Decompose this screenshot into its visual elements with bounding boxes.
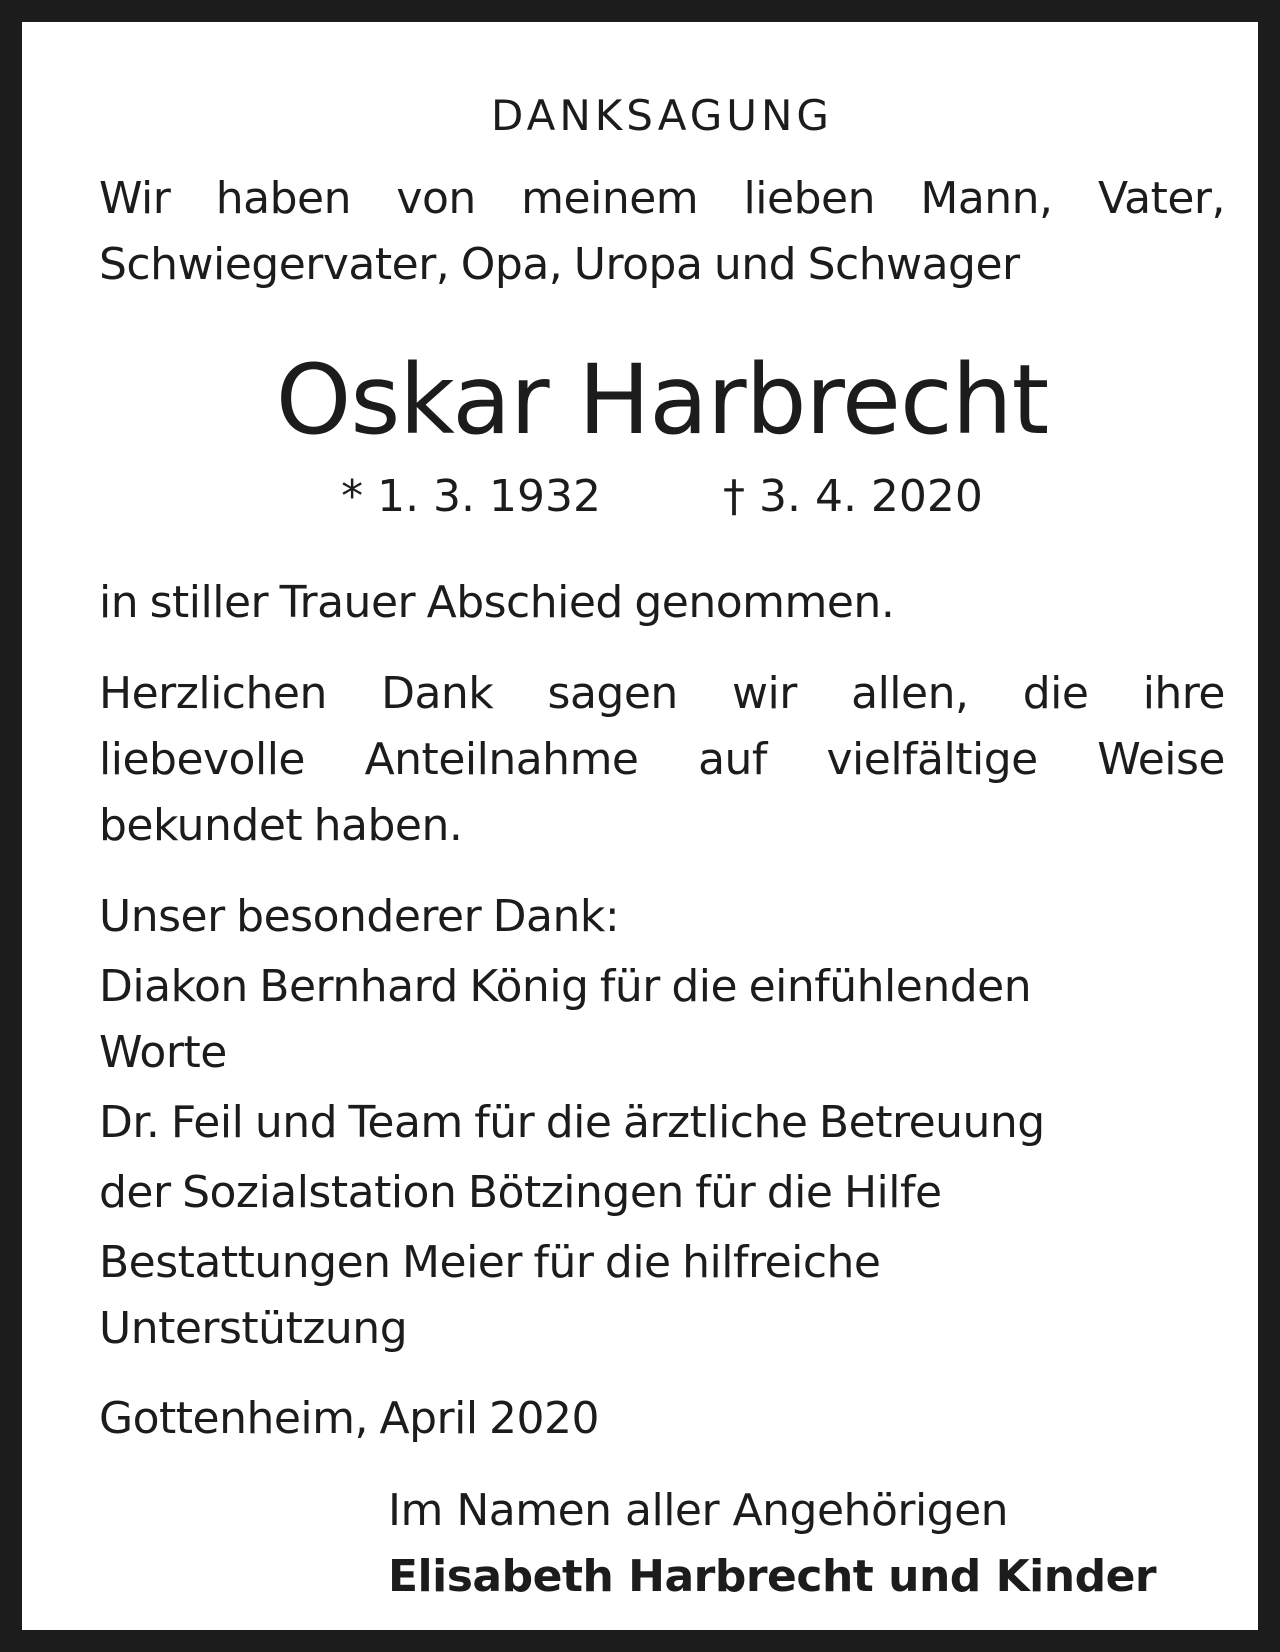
signature-names: Elisabeth Harbrecht und Kinder <box>388 1551 1157 1602</box>
farewell-paragraph <box>99 570 1225 636</box>
special-thanks-section <box>99 884 1225 1362</box>
signature-intro: Im Namen aller Angehörigen <box>388 1485 1009 1536</box>
intro-line: Wir haben von meinem lieben Mann, Vater, <box>99 173 1225 224</box>
special-thanks-item: Diakon Bernhard König für die einfühlenden <box>99 961 1032 1012</box>
life-dates <box>99 466 1225 528</box>
special-thanks-item: der Sozialstation Bötzingen für die Hilfe <box>99 1167 942 1218</box>
place-date-line: Gottenheim, April 2020 <box>99 1393 600 1444</box>
intro-line: Schwiegervater, Opa, Uropa und Schwager <box>99 239 1020 290</box>
death-date: † 3. 4. 2020 <box>723 471 983 522</box>
farewell-line: in stiller Trauer Abschied genommen. <box>99 577 895 628</box>
thanks-paragraph <box>99 661 1225 859</box>
special-thanks-item: Bestattungen Meier für die hilfreiche <box>99 1237 881 1288</box>
thanks-line: liebevolle Anteilnahme auf vielfältige Weise <box>99 734 1225 785</box>
birth-date: * 1. 3. 1932 <box>341 471 601 522</box>
thanks-line: bekundet haben. <box>99 800 463 851</box>
intro-paragraph <box>99 166 1225 298</box>
deceased-name: Oskar Harbrecht <box>275 344 1049 456</box>
place-date <box>99 1386 1225 1452</box>
heading: DANKSAGUNG <box>491 91 833 140</box>
special-thanks-label: Unser besonderer Dank: <box>99 891 620 942</box>
special-thanks-item-continued: Worte <box>99 1027 227 1078</box>
signature-block <box>388 1478 1225 1610</box>
special-thanks-item: Dr. Feil und Team für die ärztliche Betreuung <box>99 1097 1045 1148</box>
special-thanks-item-continued: Unterstützung <box>99 1303 408 1354</box>
thanks-line: Herzlichen Dank sagen wir allen, die ihre <box>99 668 1225 719</box>
